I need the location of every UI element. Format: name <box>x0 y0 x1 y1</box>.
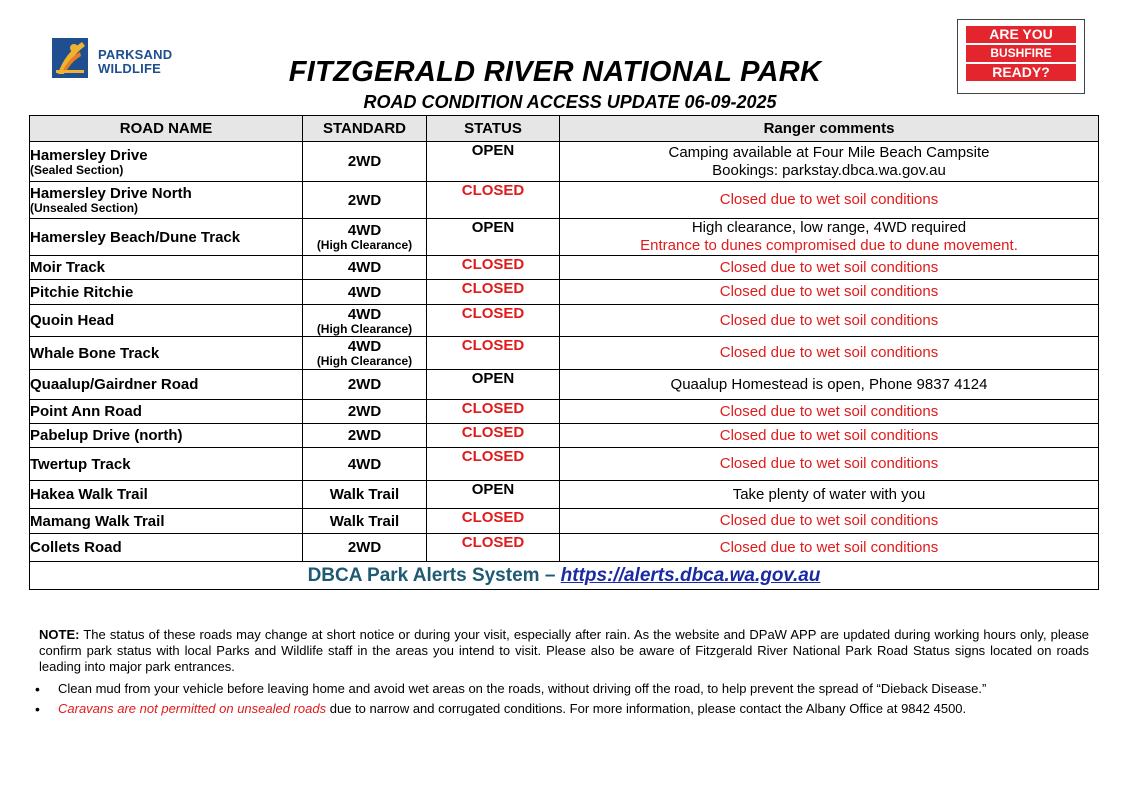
ranger-comment-extra: Entrance to dunes compromised due to dune movement. <box>640 237 1018 254</box>
road-name-cell <box>30 448 303 481</box>
table-row <box>30 370 1099 400</box>
table-row <box>30 424 1099 448</box>
road-standard: 4WD <box>347 283 382 301</box>
road-status: CLOSED <box>461 534 525 551</box>
ranger-comment-cell <box>560 534 1099 562</box>
ranger-comment: Closed due to wet soil conditions <box>719 512 939 529</box>
ranger-comment-cell <box>560 256 1099 280</box>
road-status: OPEN <box>471 481 515 498</box>
road-status-cell <box>427 509 560 534</box>
logo-line-2: WILDLIFE <box>98 61 161 76</box>
road-status-cell <box>427 448 560 481</box>
ranger-comment: Closed due to wet soil conditions <box>719 191 939 208</box>
road-standard-note: (High Clearance) <box>316 238 413 252</box>
advice-list <box>39 679 1099 719</box>
logo-line-1: PARKSAND <box>98 47 173 62</box>
parks-and-wildlife-logo <box>52 34 192 86</box>
road-standard: 2WD <box>347 153 382 170</box>
column-header-road-name: ROAD NAME <box>30 116 303 142</box>
road-standard: 4WD <box>347 455 382 473</box>
road-standard-cell <box>303 337 427 370</box>
road-standard-cell <box>303 219 427 256</box>
alerts-system-label: DBCA Park Alerts System – <box>307 564 556 586</box>
badge-line-1: ARE YOU <box>966 26 1076 43</box>
road-name: Quaalup/Gairdner Road <box>30 376 199 393</box>
ranger-comment-cell <box>560 370 1099 400</box>
road-name: Collets Road <box>30 539 122 556</box>
road-standard-cell <box>303 370 427 400</box>
road-standard-cell <box>303 448 427 481</box>
road-status: OPEN <box>471 219 515 236</box>
road-standard-cell <box>303 280 427 305</box>
table-row <box>30 337 1099 370</box>
road-standard-note: (High Clearance) <box>316 354 413 368</box>
road-name-cell <box>30 219 303 256</box>
road-status-cell <box>427 534 560 562</box>
road-name: Hakea Walk Trail <box>30 486 148 503</box>
alerts-footer-row <box>30 562 1099 590</box>
road-standard: 2WD <box>347 539 382 556</box>
road-status-cell <box>427 481 560 509</box>
road-status: CLOSED <box>461 424 525 441</box>
road-name-cell <box>30 424 303 448</box>
table-row <box>30 448 1099 481</box>
road-status-cell <box>427 305 560 337</box>
advice-caravans-text: due to narrow and corrugated conditions. For more information, please contact the Albany Office at 9842 4500. <box>326 701 967 716</box>
ranger-comment: Closed due to wet soil conditions <box>719 258 939 276</box>
table-row <box>30 481 1099 509</box>
ranger-comment: Closed due to wet soil conditions <box>719 455 939 472</box>
ranger-comment-cell <box>560 481 1099 509</box>
road-status-cell <box>427 424 560 448</box>
ranger-comment: Quaalup Homestead is open, Phone 9837 4124 <box>670 375 988 393</box>
road-name: Quoin Head <box>30 312 115 329</box>
road-standard-cell <box>303 509 427 534</box>
parks-logo-emblem-icon <box>52 34 92 82</box>
table-row <box>30 256 1099 280</box>
road-standard: 2WD <box>347 191 382 209</box>
road-standard: 2WD <box>347 376 382 393</box>
ranger-comment: Take plenty of water with you <box>732 485 926 503</box>
road-standard: Walk Trail <box>329 512 400 530</box>
road-status: OPEN <box>471 370 515 387</box>
road-name-cell <box>30 534 303 562</box>
road-standard: 4WD <box>347 338 382 355</box>
road-status: OPEN <box>471 142 515 159</box>
road-name-note: (Sealed Section) <box>30 162 124 177</box>
road-status: CLOSED <box>461 256 525 273</box>
road-status: CLOSED <box>461 509 525 526</box>
road-standard-cell <box>303 481 427 509</box>
road-status: CLOSED <box>461 182 525 199</box>
road-name: Twertup Track <box>30 455 131 473</box>
road-status: CLOSED <box>461 305 525 322</box>
ranger-comment-cell <box>560 448 1099 481</box>
advice-dieback-text: Clean mud from your vehicle before leaving home and avoid wet areas on the roads, without driving off the road, to help prevent the spread of “Dieback Disease.” <box>58 681 987 696</box>
road-name-cell <box>30 305 303 337</box>
ranger-comment-cell <box>560 182 1099 219</box>
road-name-cell <box>30 337 303 370</box>
road-status-cell <box>427 142 560 182</box>
ranger-comment: Closed due to wet soil conditions <box>719 311 939 329</box>
road-status-cell <box>427 219 560 256</box>
note-text: The status of these roads may change at short notice or during your visit, especially after rain. As the website and DPaW APP are updated during working hours only, please confirm park status with local Parks and Wildlife staff in the areas you intend to visit. Please also be aware of Fitzgerald River National Park Road Status signs located on roads leading into major park entrances. <box>39 627 1089 674</box>
road-standard-cell <box>303 534 427 562</box>
road-standard: 4WD <box>347 305 382 323</box>
column-header-standard: STANDARD <box>303 116 427 142</box>
road-standard: 2WD <box>347 427 382 444</box>
table-row <box>30 280 1099 305</box>
road-standard-cell <box>303 424 427 448</box>
road-standard-cell <box>303 182 427 219</box>
road-standard: 4WD <box>347 222 382 239</box>
note-paragraph <box>39 627 1089 675</box>
ranger-comment-cell <box>560 400 1099 424</box>
road-standard: 2WD <box>347 403 382 420</box>
road-standard-cell <box>303 256 427 280</box>
table-row <box>30 305 1099 337</box>
column-header-status: STATUS <box>427 116 560 142</box>
badge-line-3: READY? <box>966 64 1076 81</box>
ranger-comment-cell <box>560 219 1099 256</box>
road-status: CLOSED <box>461 280 525 297</box>
road-name-cell <box>30 142 303 182</box>
ranger-comment: High clearance, low range, 4WD required <box>691 219 967 236</box>
road-name: Hamersley Drive North <box>30 185 192 202</box>
road-name: Hamersley Drive <box>30 146 148 164</box>
badge-line-2: BUSHFIRE <box>966 45 1076 62</box>
ranger-comment-cell <box>560 305 1099 337</box>
bushfire-ready-badge <box>957 19 1085 94</box>
ranger-comment: Closed due to wet soil conditions <box>719 283 939 300</box>
table-row <box>30 142 1099 182</box>
advice-item-dieback <box>39 679 1099 699</box>
ranger-comment: Closed due to wet soil conditions <box>719 402 939 420</box>
note-label: NOTE: <box>39 627 80 642</box>
road-standard: 4WD <box>347 259 382 276</box>
road-standard: Walk Trail <box>329 486 400 503</box>
road-name: Pabelup Drive (north) <box>30 427 183 444</box>
ranger-comment-cell <box>560 280 1099 305</box>
alerts-system-link[interactable]: https://alerts.dbca.wa.gov.au <box>560 564 821 586</box>
road-name-cell <box>30 481 303 509</box>
road-name-cell <box>30 509 303 534</box>
ranger-comment-cell <box>560 509 1099 534</box>
ranger-comment: Camping available at Four Mile Beach Campsite <box>668 143 990 161</box>
table-row <box>30 400 1099 424</box>
road-name-cell <box>30 400 303 424</box>
column-header-ranger-comments: Ranger comments <box>560 116 1099 142</box>
road-status-cell <box>427 256 560 280</box>
alerts-footer <box>30 562 1099 590</box>
road-name-note: (Unsealed Section) <box>30 201 139 215</box>
road-status: CLOSED <box>461 337 525 354</box>
road-name-cell <box>30 182 303 219</box>
table-header-row <box>30 116 1099 142</box>
ranger-comment: Closed due to wet soil conditions <box>719 538 939 556</box>
road-status-cell <box>427 370 560 400</box>
road-status-cell <box>427 337 560 370</box>
advice-caravans-warning: Caravans are not permitted on unsealed roads <box>58 701 327 716</box>
road-status-cell <box>427 182 560 219</box>
road-status: CLOSED <box>461 400 525 417</box>
ranger-comment-cell <box>560 142 1099 182</box>
ranger-comment-cell <box>560 424 1099 448</box>
ranger-comment: Closed due to wet soil conditions <box>719 344 939 361</box>
page-title: FITZGERALD RIVER NATIONAL PARK <box>288 56 822 88</box>
table-row <box>30 509 1099 534</box>
ranger-comment-cell <box>560 337 1099 370</box>
table-row <box>30 182 1099 219</box>
table-row <box>30 219 1099 256</box>
road-standard-cell <box>303 400 427 424</box>
table-row <box>30 534 1099 562</box>
road-name: Whale Bone Track <box>30 344 160 362</box>
road-status-cell <box>427 400 560 424</box>
advice-item-caravans <box>39 699 1099 719</box>
ranger-comment-extra: Bookings: parkstay.dbca.wa.gov.au <box>712 161 946 179</box>
road-rows <box>30 142 1099 562</box>
road-status: CLOSED <box>461 448 525 465</box>
road-name: Moir Track <box>30 259 106 276</box>
road-name-cell <box>30 280 303 305</box>
road-name-cell <box>30 256 303 280</box>
road-name-cell <box>30 370 303 400</box>
road-standard-cell <box>303 142 427 182</box>
road-name: Hamersley Beach/Dune Track <box>30 228 241 246</box>
road-standard-note: (High Clearance) <box>316 321 413 336</box>
road-status-table <box>29 115 1099 590</box>
road-name: Mamang Walk Trail <box>30 512 165 530</box>
road-name: Point Ann Road <box>30 403 142 420</box>
road-name: Pitchie Ritchie <box>30 283 134 301</box>
road-status-cell <box>427 280 560 305</box>
page-subtitle: ROAD CONDITION ACCESS UPDATE 06-09-2025 <box>363 92 777 112</box>
road-standard-cell <box>303 305 427 337</box>
ranger-comment: Closed due to wet soil conditions <box>719 426 939 444</box>
